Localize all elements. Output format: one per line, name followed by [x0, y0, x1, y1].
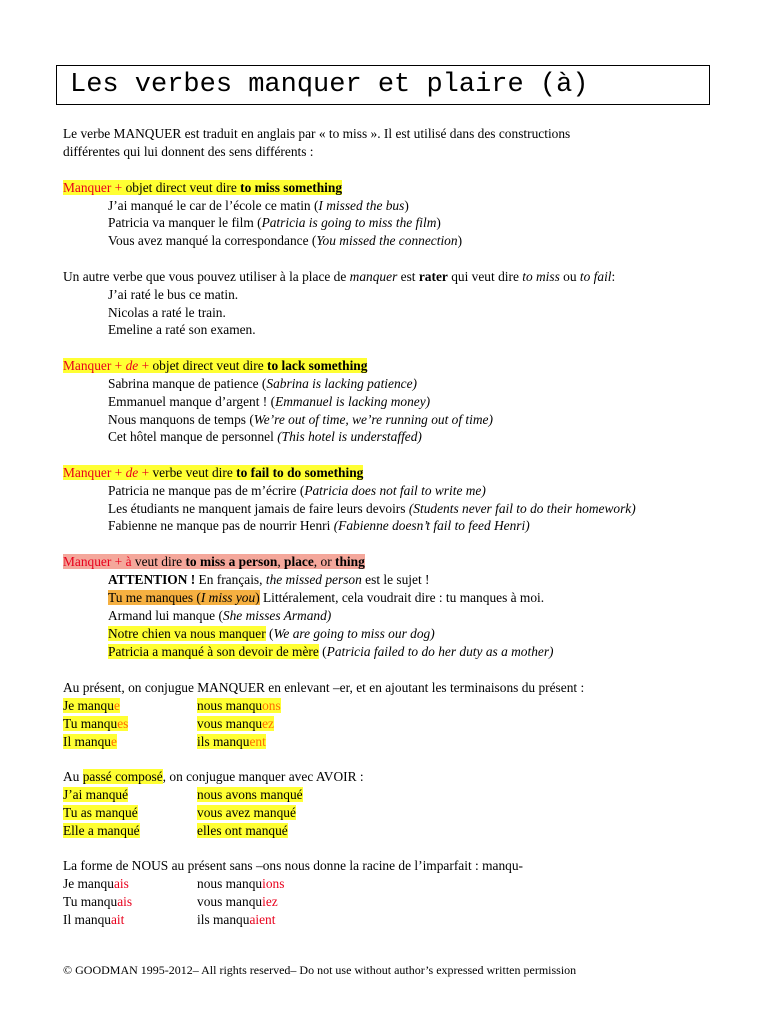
- passe-compose-intro: Au passé composé, on conjugue manquer avec AVOIR :: [63, 769, 364, 784]
- section-3-heading: Manquer + de + objet direct veut dire to lack something: [63, 358, 368, 373]
- example-line: Tu me manques (I miss you) Littéralement, cela voudrait dire : tu manques à moi.: [108, 590, 545, 605]
- conjugation-singular: Je manquais: [63, 876, 129, 891]
- example-line: Emeline a raté son examen.: [108, 322, 256, 337]
- conjugation-plural: vous avez manqué: [197, 805, 296, 820]
- conjugation-singular: Il manque: [63, 734, 117, 749]
- conjugation-singular: Tu manques: [63, 716, 129, 731]
- example-line: Patricia va manquer le film (Patricia is going to miss the film): [108, 215, 441, 230]
- example-line: Cet hôtel manque de personnel (This hotel is understaffed): [108, 429, 422, 444]
- example-line: J’ai manqué le car de l’école ce matin (I missed the bus): [108, 198, 409, 213]
- example-line: Emmanuel manque d’argent ! (Emmanuel is lacking money): [108, 394, 431, 409]
- intro-line-1: Le verbe MANQUER est traduit en anglais par « to miss ». Il est utilisé dans des constructions: [63, 126, 571, 141]
- present-intro: Au présent, on conjugue MANQUER en enlevant –er, et en ajoutant les terminaisons du présent :: [63, 680, 585, 695]
- imparfait-intro: La forme de NOUS au présent sans –ons nous donne la racine de l’imparfait : manqu-: [63, 858, 523, 873]
- conjugation-singular: J’ai manqué: [63, 787, 129, 802]
- conjugation-plural: nous manquons: [197, 698, 281, 713]
- example-line: Notre chien va nous manquer (We are going to miss our dog): [108, 626, 435, 641]
- intro-line-2: différentes qui lui donnent des sens différents :: [63, 144, 314, 159]
- example-line: Patricia ne manque pas de m’écrire (Patricia does not fail to write me): [108, 483, 486, 498]
- conjugation-plural: elles ont manqué: [197, 823, 288, 838]
- conjugation-singular: Elle a manqué: [63, 823, 140, 838]
- attention-line: ATTENTION ! En français, the missed person est le sujet !: [108, 572, 430, 587]
- example-line: Les étudiants ne manquent jamais de faire leurs devoirs (Students never fail to do their homework): [108, 501, 636, 516]
- copyright-footer: © GOODMAN 1995-2012– All rights reserved– Do not use without author’s expressed written permission: [63, 963, 577, 977]
- example-line: Patricia a manqué à son devoir de mère (Patricia failed to do her duty as a mother): [108, 644, 554, 659]
- example-line: Nous manquons de temps (We’re out of time, we’re running out of time): [108, 412, 493, 427]
- conjugation-singular: Tu manquais: [63, 894, 133, 909]
- conjugation-plural: vous manquiez: [197, 894, 278, 909]
- conjugation-plural: vous manquez: [197, 716, 274, 731]
- example-line: Armand lui manque (She misses Armand): [108, 608, 332, 623]
- conjugation-singular: Tu as manqué: [63, 805, 138, 820]
- page-title: Les verbes manquer et plaire (à): [56, 65, 710, 105]
- section-1-heading: [63, 179, 342, 197]
- example-line: Nicolas a raté le train.: [108, 305, 226, 320]
- heading-term: Manquer +: [63, 180, 126, 195]
- section-2-intro: Un autre verbe que vous pouvez utiliser à la place de manquer est rater qui veut dire to miss ou to fail:: [63, 269, 616, 284]
- example-line: Fabienne ne manque pas de nourrir Henri (Fabienne doesn’t fail to feed Henri): [108, 518, 530, 533]
- example-line: Vous avez manqué la correspondance (You missed the connection): [108, 233, 463, 248]
- example-line: J’ai raté le bus ce matin.: [108, 287, 239, 302]
- heading-meaning: to miss something: [240, 180, 343, 195]
- conjugation-plural: ils manquent: [197, 734, 266, 749]
- example-line: Sabrina manque de patience (Sabrina is lacking patience): [108, 376, 418, 391]
- section-5-heading: Manquer + à veut dire to miss a person, place, or thing: [63, 554, 365, 569]
- conjugation-plural: nous manquions: [197, 876, 285, 891]
- conjugation-plural: nous avons manqué: [197, 787, 303, 802]
- conjugation-singular: Il manquait: [63, 912, 125, 927]
- conjugation-plural: ils manquaient: [197, 912, 276, 927]
- section-4-heading: Manquer + de + verbe veut dire to fail to do something: [63, 465, 364, 480]
- heading-text: objet direct veut dire: [125, 180, 241, 195]
- conjugation-singular: Je manque: [63, 698, 120, 713]
